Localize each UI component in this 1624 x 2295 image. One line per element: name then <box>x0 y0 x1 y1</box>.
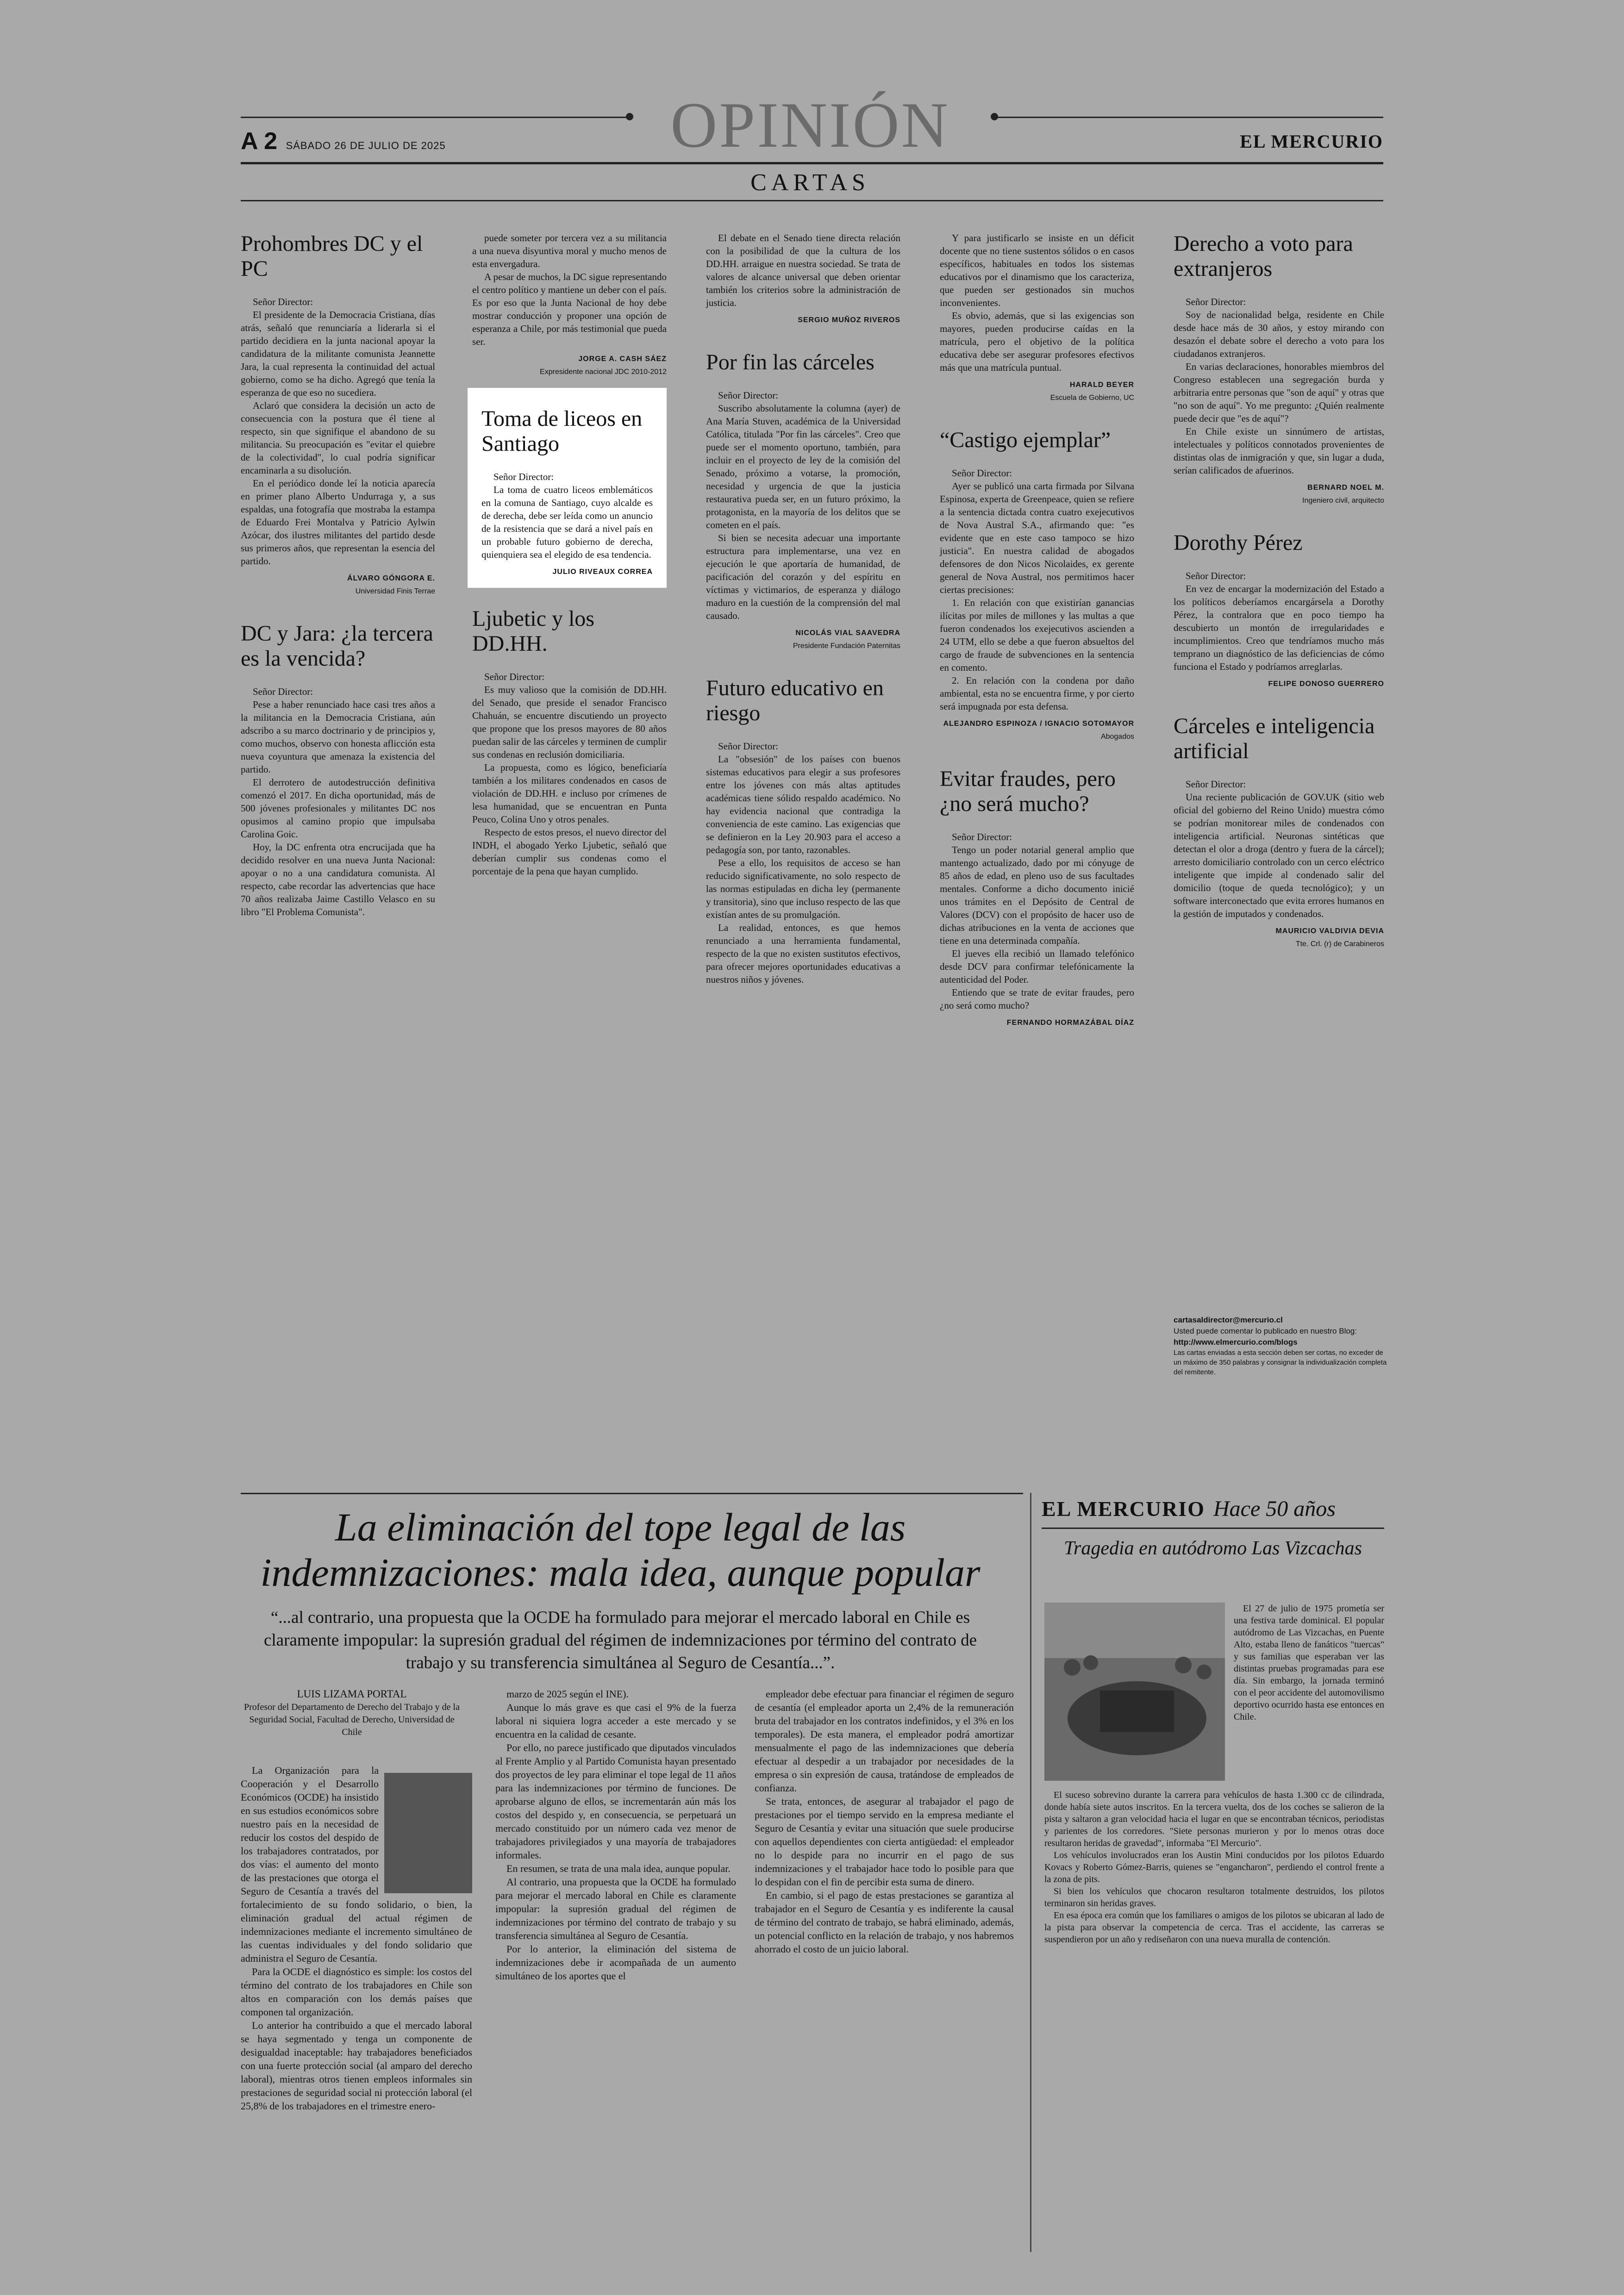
letter-title: Evitar fraudes, pero ¿no será mucho? <box>940 767 1116 816</box>
page-date: SÁBADO 26 DE JULIO DE 2025 <box>286 140 446 151</box>
salutation: Señor Director: <box>1186 570 1246 581</box>
contact-email[interactable]: cartasaldirector@mercurio.cl <box>1174 1316 1283 1324</box>
editorial-paragraph: En resumen, se trata de una mala idea, aunque popular. <box>506 1863 731 1874</box>
letter-title: Por fin las cárceles <box>706 350 874 374</box>
letter-paragraph: En vez de encargar la modernización del Estado a los políticos deberíamos encargársela a Dorothy Pérez, la contralora que en poco tiempo ha descubierto un montón de irregularidades e incumplimientos. Creo que tendríamos mucho más temprano un diagnóstico de las deficiencias de cómo funciona el Estado y podríamos arreglarlas. <box>1174 583 1384 672</box>
letter-signature: FELIPE DONOSO GUERRERO <box>1268 680 1384 688</box>
letters-column-2 <box>472 231 667 878</box>
hace50-paragraph: El 27 de julio de 1975 prometía ser una festiva tarde dominical. El popular autódromo de Las Vizcachas, en Puente Alto, estaba lleno de fanáticos "tuercas" y sus familias que esperaban ver las distintas pruebas programadas para ese día. Sin embargo, la jornada terminó con el peor accidente del automovilismo deportivo ocurrido hasta ese entonces en Chile. <box>1234 1603 1384 1722</box>
letter-paragraph: Pese a ello, los requisitos de acceso se han reducido significativamente, no solo respecto de las normas estipuladas en dicha ley (permanente y transitoria), sino que incluso respecto de las que existían antes de su promulgación. <box>706 857 900 920</box>
editorial-paragraph: Al contrario, una propuesta que la OCDE ha formulado para mejorar el mercado laboral en Chile es claramente impopular: la supresión gradual del régimen de indemnizaciones por término del contrato de trabajo y su transferencia simultánea al Seguro de Cesantía. <box>495 1876 736 1941</box>
editorial-column-2 <box>495 1687 736 1983</box>
hace50-script: Hace 50 años <box>1213 1497 1336 1521</box>
salutation: Señor Director: <box>952 831 1012 842</box>
letter-paragraph: Entiendo que se trate de evitar fraudes, pero ¿no será como mucho? <box>940 987 1134 1011</box>
editorial-paragraph: Por ello, no parece justificado que diputados vinculados al Frente Amplio y al Partido Comunista hayan presentado dos proyectos de ley para eliminar el tope legal de 11 años para las indemnizaciones por término de funciones. De aprobarse alguno de ellos, se incrementarán aún más los costos del despido y, en consecuencia, se perpetuará un mercado constituido por un número cada vez menor de trabajadores privilegiados y una mayoría de trabajadores informales. <box>495 1742 736 1861</box>
letter-title: Cárceles e inteligencia artificial <box>1174 714 1375 763</box>
editorial-paragraph: empleador debe efectuar para financiar el régimen de seguro de cesantía (el empleador aporta un 2,4% de la remuneración bruta del trabajador en los contratos indefinidos, y el 3% en los temporales). De esta manera, el empleador podrá amortizar mensualmente el pago de las indemnizaciones que debería efectuar al despedir a un trabajador por necesidades de la empresa o sin expresión de causa, tratándose de empleados de confianza. <box>755 1688 1014 1794</box>
letter-signature: FERNANDO HORMAZÁBAL DÍAZ <box>1006 1019 1134 1027</box>
letter-paragraph: La toma de cuatro liceos emblemáticos en la comuna de Santiago, cuyo alcalde es de derecha, debe ser leída como un anuncio de la resistencia que se dará a nivel país en un probable futuro gobierno de derecha, quienquiera sea el elegido de esa tendencia. <box>481 484 653 560</box>
author-role: Profesor del Departamento de Derecho del Trabajo y de la Seguridad Social, Facultad de Derecho, Universidad de Chile <box>244 1702 460 1737</box>
editorial-paragraph: La Organización para la Cooperación y el Desarrollo Económicos (OCDE) ha insistido en sus estudios económicos sobre nuestro país en la necesidad de reducir los costos del despido de los trabajadores contratados, por dos vías: el aumento del monto de las prestaciones que otorga el Seguro de Cesantía a través del fortalecimiento de su fondo solidario, o bien, la eliminación gradual del actual régimen de indemnizaciones mediante el incremento simultáneo de las cuentas individuales y del fondo solidario que administra el Seguro de Cesantía. <box>241 1765 472 1964</box>
letter-signature: BERNARD NOEL M. <box>1307 484 1384 492</box>
letter-signature: SERGIO MUÑOZ RIVEROS <box>798 316 900 324</box>
contact-box <box>1174 1315 1391 1377</box>
letters-column-3 <box>706 231 900 986</box>
editorial-paragraph: En cambio, si el pago de estas prestaciones se garantiza al trabajador en el Seguro de Cesantía y es indiferente la causal de término del contrato de trabajo, se habrá eliminado, además, un potencial conflicto en la relación de trabajo, y nos habremos ahorrado el costo de un juicio laboral. <box>755 1890 1014 1955</box>
hace50-paragraph: En esa época era común que los familiares o amigos de los pilotos se ubicaran al lado de la pista para observar la competencia de cerca. Tras el accidente, las carreras se suspendieron por un año y rediseñaron con una nueva muralla de contención. <box>1044 1910 1384 1945</box>
salutation: Señor Director: <box>952 468 1012 479</box>
letter-title: “Castigo ejemplar” <box>940 428 1111 452</box>
hace50-logo: EL MERCURIO <box>1042 1497 1205 1521</box>
hace50-title: Tragedia en autódromo Las Vizcachas <box>1063 1538 1362 1559</box>
letter-paragraph: Es muy valioso que la comisión de DD.HH. del Senado, que preside el senador Francisco Chahuán, se encuentre discutiendo un proyecto que propone que los presos mayores de 80 años puedan salir de las cárceles y terminen de cumplir sus condenas en reclusión domiciliaria. <box>472 684 667 760</box>
hace50-paragraph: Si bien los vehículos que chocaron resultaron totalmente destruidos, los pilotos terminaron sin heridas graves. <box>1044 1886 1384 1908</box>
letter-paragraph: El derrotero de autodestrucción definitiva comenzó el 2017. En dicha oportunidad, más de 500 jóvenes profesionales y militantes DC nos opusimos al camino propio que impulsaba Carolina Goic. <box>241 777 435 840</box>
letter-signature: JORGE A. CASH SÁEZ <box>578 355 667 363</box>
letter-paragraph: Hoy, la DC enfrenta otra encrucijada que ha decidido resolver en una nueva Junta Nacional: apoyar o no a una candidatura comunista. Al respecto, cabe recordar las advertencias que hace 70 años realizaba Jaime Castillo Velasco en su libro "El Problema Comunista". <box>241 842 435 917</box>
letter-paragraph: puede someter por tercera vez a su militancia a una nueva disyuntiva moral y mucho menos de esta envergadura. <box>472 232 667 269</box>
subsection-title: CARTAS <box>750 169 870 196</box>
hace50-paragraph: Los vehículos involucrados eran los Austin Mini conducidos por los pilotos Eduardo Kovacs y Roberto Gómez-Barris, quienes se "engancharon", perdiendo el control frente a la zona de pits. <box>1044 1850 1384 1884</box>
subsection-rule <box>241 200 1383 201</box>
salutation: Señor Director: <box>718 390 779 401</box>
editorial-paragraph: Por lo anterior, la eliminación del sistema de indemnizaciones debe ir acompañada de un aumento simultáneo de los aportes que el <box>495 1943 736 1982</box>
hace50-paragraph: El suceso sobrevino durante la carrera para vehículos de hasta 1.300 cc de cilindrada, donde había siete autos inscritos. En la tercera vuelta, dos de los coches se salieron de la pista y saltaron a gran velocidad hacia el lugar en que se encontraban técnicos, periodistas y parientes de los corredores. "Siete personas murieron y por lo menos otras doce resultaron heridas de gravedad", informaba "El Mercurio". <box>1044 1790 1384 1848</box>
header-rule-left <box>241 117 630 118</box>
letter-paragraph: Ayer se publicó una carta firmada por Silvana Espinosa, experta de Greenpeace, quien se refiere a la sentencia dictada contra cuatro exejecutivos de Nova Austral S.A., afirmando que: "es evidente que en este caso tampoco se hizo justicia". En nuestra calidad de abogados defensores de don Nicos Nicolaides, ex gerente general de Nova Austral, nos permitimos hacer ciertas precisiones: <box>940 480 1134 595</box>
editorial-sidebar-rule <box>1030 1493 1031 2252</box>
editorial-paragraph: marzo de 2025 según el INE). <box>506 1688 629 1700</box>
letters-column-5 <box>1174 231 1384 974</box>
letter-paragraph: El presidente de la Democracia Cristiana, días atrás, señaló que renunciaría a liderarla si el partido decidiera en la junta nacional apoyar la candidatura de la militante comunista Jeannette Jara, la cual representa la continuidad del actual gobierno, como se ha dicho. Agregó que tenía la esperanza de que eso no sucediera. <box>241 309 435 398</box>
letter-paragraph: La realidad, entonces, es que hemos renunciado a una herramienta fundamental, respecto de la que no existen sustitutos efectivos, para ofrecer mejores oportunidades educativas a nuestros niños y jóvenes. <box>706 922 900 985</box>
letter-paragraph: Soy de nacionalidad belga, residente en Chile desde hace más de 30 años, y estoy mirando con desazón el debate sobre el derecho a voto para los ciudadanos extranjeros. <box>1174 309 1384 359</box>
letter-paragraph: 2. En relación con la condena por daño ambiental, esta no se encuentra firme, y por cierto será impugnada por esta defensa. <box>940 675 1134 712</box>
letter-signature: MAURICIO VALDIVIA DEVIA <box>1275 927 1384 935</box>
editorial-byline <box>241 1687 463 1739</box>
letter-paragraph: En varias declaraciones, honorables miembros del Congreso establecen una segregación burda y arbitraria entre personas que "son de aquí" y otras que "no son de aquí". Yo me pregunto: ¿Quién realmente puede decir que "es de aquí"? <box>1174 361 1384 424</box>
editorial-dek: “...al contrario, una propuesta que la OCDE ha formulado para mejorar el mercado laboral en Chile es claramente impopular: la supresión gradual del régimen de indemnizaciones por término del contrato de trabajo y su transferencia simultánea al Seguro de Cesantía...”. <box>263 1608 977 1672</box>
brand-logo: EL MERCURIO <box>1240 131 1383 152</box>
contact-note: Usted puede comentar lo publicado en nuestro Blog: <box>1174 1327 1357 1335</box>
salutation: Señor Director: <box>718 741 779 752</box>
editorial-paragraph: Lo anterior ha contribuido a que el mercado laboral se haya segmentado y tenga un componente de desigualdad inaceptable: hay trabajadores beneficiados con una fuerte protección social (al amparo del derecho laboral), mientras otros tienen empleos informales sin prestaciones de seguridad social ni protección laboral (el 25,8% de los trabajadores en el trimestre enero- <box>241 2020 472 2112</box>
letter-paragraph: Pese a haber renunciado hace casi tres años a la militancia en la Democracia Cristiana, aún adscribo a su marco doctrinario y de principios y, como muchos, observo con honesta aflicción esta nueva coyuntura que amenaza la existencia del partido. <box>241 699 435 775</box>
letter-affiliation: Tte. Crl. (r) de Carabineros <box>1295 940 1384 948</box>
hace50-lead <box>1234 1603 1384 1723</box>
salutation: Señor Director: <box>493 471 554 482</box>
letter-title: DC y Jara: ¿la tercera es la vencida? <box>241 621 433 671</box>
letter-paragraph: En Chile existe un sinnúmero de artistas, intelectuales y políticos connotados provenientes de distintas olas de inmigración y que, sin lugar a duda, serían calificados de afuerinos. <box>1174 426 1384 476</box>
letter-paragraph: Es obvio, además, que si las exigencias son mayores, pueden producirse caídas en la matrícula, pero el objetivo de la política educativa debe ser asegurar profesores efectivos más que una matrícula puntual. <box>940 310 1134 373</box>
salutation: Señor Director: <box>1186 779 1246 790</box>
letter-paragraph: Y para justificarlo se insiste en un déficit docente que no tiene sustentos sólidos o en casos específicos, habituales en todos los sistemas educativos por el dinamismo que los caracteriza, que pueden ser gestionados sin muchos inconvenientes. <box>940 232 1134 308</box>
letter-affiliation: Abogados <box>1100 733 1134 741</box>
editorial-paragraph: Se trata, entonces, de asegurar al trabajador el pago de prestaciones por el tiempo servido en la empresa mediante el Seguro de Cesantía y evitar una situación que suele producirse con aquellos dependientes con cierta antigüedad: el empleador no lo despide para no incurrir en el pago de sus indemnizaciones y el trabajador hace todo lo posible para que lo despidan con el fin de percibir esta suma de dinero. <box>755 1796 1014 1888</box>
letter-paragraph: Si bien se necesita adecuar una importante estructura para implementarse, una vez en ejecución le que aportaría de humanidad, de pacificación del corazón y del espíritu en víctimas y victimarios, de esperanza y diálogo maduro en la cuestión de la comprensión del mal causado. <box>706 532 900 621</box>
header-thick-rule <box>241 162 1383 164</box>
letter-paragraph: La "obsesión" de los países con buenos sistemas educativos para elegir a sus profesores entre los jóvenes con más altas aptitudes académicas tiene sólido respaldo académico. No hay evidencia nacional que contradiga la conveniencia de este camino. Las exigencias que se definieron en la Ley 20.903 para el acceso a pedagogía son, por tanto, razonables. <box>706 754 900 855</box>
letter-affiliation: Ingeniero civil, arquitecto <box>1302 497 1384 505</box>
hace50-rule <box>1042 1528 1384 1529</box>
letter-title: Ljubetic y los DD.HH. <box>472 606 594 656</box>
salutation: Señor Director: <box>253 686 313 697</box>
letter-affiliation: Expresidente nacional JDC 2010-2012 <box>540 368 667 376</box>
page-number: A 2 <box>241 128 277 155</box>
letter-affiliation: Universidad Finis Terrae <box>355 587 435 595</box>
header-dot-left <box>626 113 633 120</box>
letter-title: Dorothy Pérez <box>1174 530 1303 555</box>
author-name: LUIS LIZAMA PORTAL <box>297 1688 407 1700</box>
letter-paragraph: La propuesta, como es lógico, beneficiaría también a los militares condenados en casos de violación de DD.HH. e incluso por crímenes de lesa humanidad, que se encuentran en Punta Peuco, Colina Uno y otros penales. <box>472 762 667 825</box>
page-folio <box>241 127 446 155</box>
author-photo <box>384 1773 472 1893</box>
letter-signature: JULIO RIVEAUX CORREA <box>552 568 653 576</box>
editorial-headline: La eliminación del tope legal de las indemnizaciones: mala idea, aunque popular <box>260 1505 981 1595</box>
letter-paragraph: Una reciente publicación de GOV.UK (sitio web oficial del gobierno del Reino Unido) muestra cómo se podrían monitorear miles de condenados con inteligencia artificial. Neuronas sintéticas que detectan el olor a droga (dentro y fuera de la cárcel); arresto domiciliario controlado con un cerco eléctrico inteligente que impide al condenado salir del domicilio (toque de queda tecnológico); y un software interconectado que evita errores humanos en la gestión de imputados y condenados. <box>1174 792 1384 919</box>
letter-paragraph: El debate en el Senado tiene directa relación con la posibilidad de que la cultura de los DD.HH. arraigue en nuestra sociedad. Se trata de valores de alcance universal que deben orientar también los criterios sobre la administración de justicia. <box>706 232 900 308</box>
letter-affiliation: Escuela de Gobierno, UC <box>1050 394 1134 402</box>
section-title: OPINIÓN <box>670 89 950 161</box>
letters-column-4 <box>940 231 1134 1029</box>
contact-url[interactable]: http://www.elmercurio.com/blogs <box>1174 1338 1298 1347</box>
letter-signature: NICOLÁS VIAL SAAVEDRA <box>795 629 900 637</box>
hace50-banner <box>1042 1496 1384 1522</box>
letter-paragraph: En el periódico donde leí la noticia aparecía en primer plano Alberto Undurraga y, a sus espaldas, una fotografía que mostraba la estampa de Eduardo Frei Montalva y Patricio Aylwin Azócar, dos ilustres militantes del partido desde sus primeros años, que representan la esencia del partido. <box>241 478 435 567</box>
crash-photo-illustration <box>1044 1603 1225 1781</box>
letters-column-1 <box>241 231 435 918</box>
editorial-column-3 <box>755 1687 1014 1956</box>
header-rule-right <box>995 117 1383 118</box>
letter-paragraph: Aclaró que considera la decisión un acto de consecuencia con la postura que él tiene al respecto, sin que signifique el abandono de su militancia. Su preocupación es "evitar el quiebre de la colectividad", lo cual podría significar encaminarla a su disolución. <box>241 400 435 476</box>
letter-paragraph: A pesar de muchos, la DC sigue representando el centro político y mantiene un deber con el país. Es por eso que la Junta Nacional de hoy debe mostrar conducción y proponer una opción de esperanza a Chile, por más testimonial que pueda ser. <box>472 271 667 347</box>
editorial-paragraph: Aunque lo más grave es que casi el 9% de la fuerza laboral ni siquiera logra acceder a este mercado y se encuentra en la calidad de cesante. <box>495 1702 736 1740</box>
salutation: Señor Director: <box>253 296 313 307</box>
editorial-column-1 <box>241 1764 472 2113</box>
archive-photo <box>1044 1603 1225 1781</box>
letter-title: Derecho a voto para extranjeros <box>1174 231 1353 281</box>
editorial-top-rule <box>241 1493 1023 1494</box>
hace50-body <box>1044 1789 1384 1946</box>
contact-rules: Las cartas enviadas a esta sección deben ser cortas, no exceder de un máximo de 350 palabras y consignar la individualización completa del remitente. <box>1174 1349 1387 1376</box>
letter-title: Prohombres DC y el PC <box>241 231 423 281</box>
letter-affiliation: Presidente Fundación Paternitas <box>793 642 900 650</box>
letter-paragraph: 1. En relación con que existirían ganancias ilícitas por miles de millones y las multas a que fueron condenados los exejecutivos ascienden a 24 UTM, ello se debe a que fueron absueltos del cargo de fraude de subvenciones en la sentencia en comento. <box>940 597 1134 673</box>
highlighted-letter-box <box>468 388 667 588</box>
letter-paragraph: Respecto de estos presos, el nuevo director del INDH, el abogado Yerko Ljubetic, señaló que deberían cumplir sus condenas como el porcentaje de la pena que hayan cumplido. <box>472 827 667 877</box>
salutation: Señor Director: <box>484 671 545 682</box>
letter-paragraph: El jueves ella recibió un llamado telefónico desde DCV para confirmar telefónicamente la autenticidad del Poder. <box>940 948 1134 985</box>
letter-signature: ÁLVARO GÓNGORA E. <box>347 574 435 582</box>
letter-paragraph: Tengo un poder notarial general amplio que mantengo actualizado, dado por mi cónyuge de 85 años de edad, en pleno uso de sus facultades mentales. Conforme a dicho documento inicié unos trámites en el Depósito de Central de Valores (DCV) con el propósito de hacer uso de dichas atribuciones en la venta de acciones que tiene en una determinada compañía. <box>940 844 1134 946</box>
letter-title: Toma de liceos en Santiago <box>481 406 643 456</box>
editorial-paragraph: Para la OCDE el diagnóstico es simple: los costos del término del contrato de los trabajadores en Chile son altos en comparación con los demás países que componen tal organización. <box>241 1966 472 2018</box>
letter-paragraph: Suscribo absolutamente la columna (ayer) de Ana María Stuven, académica de la Universidad Católica, titulada "Por fin las cárceles". Creo que puede ser el momento oportuno, también, para incluir en el proyecto de ley de la comisión del Senado, próximo a votarse, la promoción, necesidad y urgencia de que la justicia restaurativa pueda ser, en un futuro próximo, la protagonista, en la mayoría de los delitos que se cometen en el país. <box>706 403 900 530</box>
letter-signature: HARALD BEYER <box>1069 381 1134 389</box>
letter-signature: ALEJANDRO ESPINOZA / IGNACIO SOTOMAYOR <box>943 720 1134 728</box>
salutation: Señor Director: <box>1186 296 1246 307</box>
letter-title: Futuro educativo en riesgo <box>706 676 884 725</box>
